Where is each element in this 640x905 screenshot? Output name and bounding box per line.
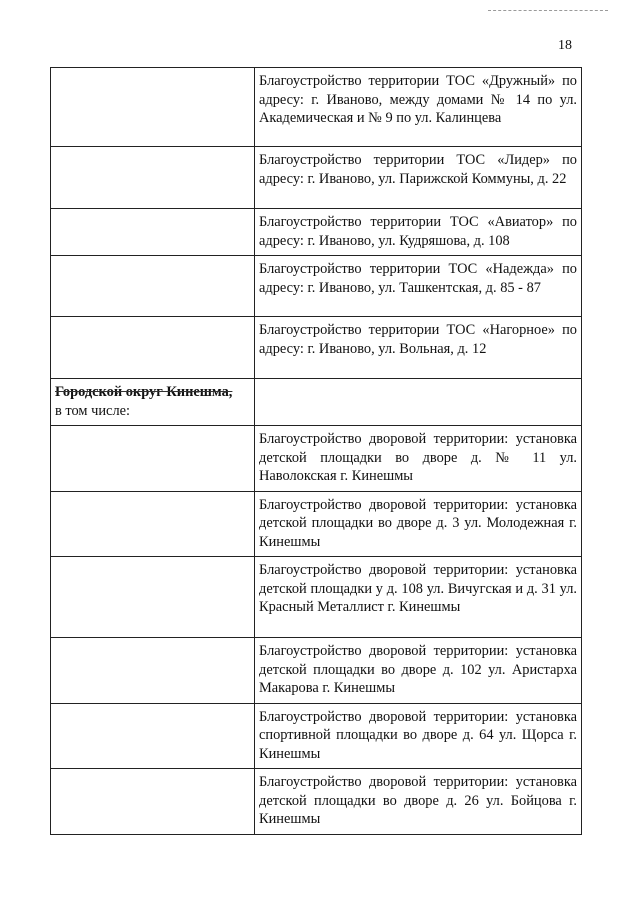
page-number: 18: [558, 38, 572, 53]
right-cell: Благоустройство территории ТОС «Нагорное» по адресу: г. Иваново, ул. Вольная, д. 12: [255, 317, 582, 379]
table-row: [51, 703, 582, 769]
right-cell: Благоустройство территории ТОС «Авиатор» по адресу: г. Иваново, ул. Кудряшова, д. 108: [255, 209, 582, 256]
left-cell: [51, 317, 255, 379]
table-row: [51, 491, 582, 557]
table-row: [51, 317, 582, 379]
table-row: [51, 638, 582, 704]
right-cell: Благоустройство дворовой территории: установка детской площадки во дворе д. 26 ул. Бойцова г. Кинешмы: [255, 769, 582, 835]
left-cell: [51, 256, 255, 317]
right-cell: Благоустройство дворовой территории: установка детской площадки во дворе д. № 11 ул. Наволокская г. Кинешмы: [255, 426, 582, 492]
section-cell: [51, 379, 255, 426]
table-row: [51, 209, 582, 256]
left-cell: [51, 491, 255, 557]
right-cell: [255, 379, 582, 426]
left-cell: [51, 703, 255, 769]
left-cell: [51, 209, 255, 256]
table-row-section: [51, 379, 582, 426]
table-row: [51, 426, 582, 492]
program-table: [50, 67, 582, 835]
right-cell: Благоустройство территории ТОС «Лидер» по адресу: г. Иваново, ул. Парижской Коммуны, д. 22: [255, 147, 582, 209]
scan-artifact-line: [488, 10, 608, 11]
right-cell: Благоустройство территории ТОС «Дружный» по адресу: г. Иваново, между домами № 14 по ул. Академическая и № 9 по ул. Калинцева: [255, 68, 582, 147]
right-cell: Благоустройство дворовой территории: установка детской площадки во дворе д. 102 ул. Аристарха Макарова г. Кинешмы: [255, 638, 582, 704]
table-row: [51, 256, 582, 317]
table-row: [51, 147, 582, 209]
table-row: [51, 769, 582, 835]
right-cell: Благоустройство дворовой территории: установка детской площадки у д. 108 ул. Вичугская и д. 31 ул. Красный Металлист г. Кинешмы: [255, 557, 582, 638]
left-cell: [51, 68, 255, 147]
section-title: Городской округ Кинешма,: [55, 384, 233, 400]
right-cell: Благоустройство дворовой территории: установка детской площадки во дворе д. 3 ул. Молодежная г. Кинешмы: [255, 491, 582, 557]
left-cell: [51, 426, 255, 492]
right-cell: Благоустройство дворовой территории: установка спортивной площадки во дворе д. 64 ул. Щорса г. Кинешмы: [255, 703, 582, 769]
right-cell: Благоустройство территории ТОС «Надежда» по адресу: г. Иваново, ул. Ташкентская, д. 85 - 87: [255, 256, 582, 317]
left-cell: [51, 769, 255, 835]
left-cell: [51, 638, 255, 704]
left-cell: [51, 557, 255, 638]
section-subtitle: в том числе:: [55, 402, 131, 419]
left-cell: [51, 147, 255, 209]
table-row: [51, 557, 582, 638]
table-row: [51, 68, 582, 147]
